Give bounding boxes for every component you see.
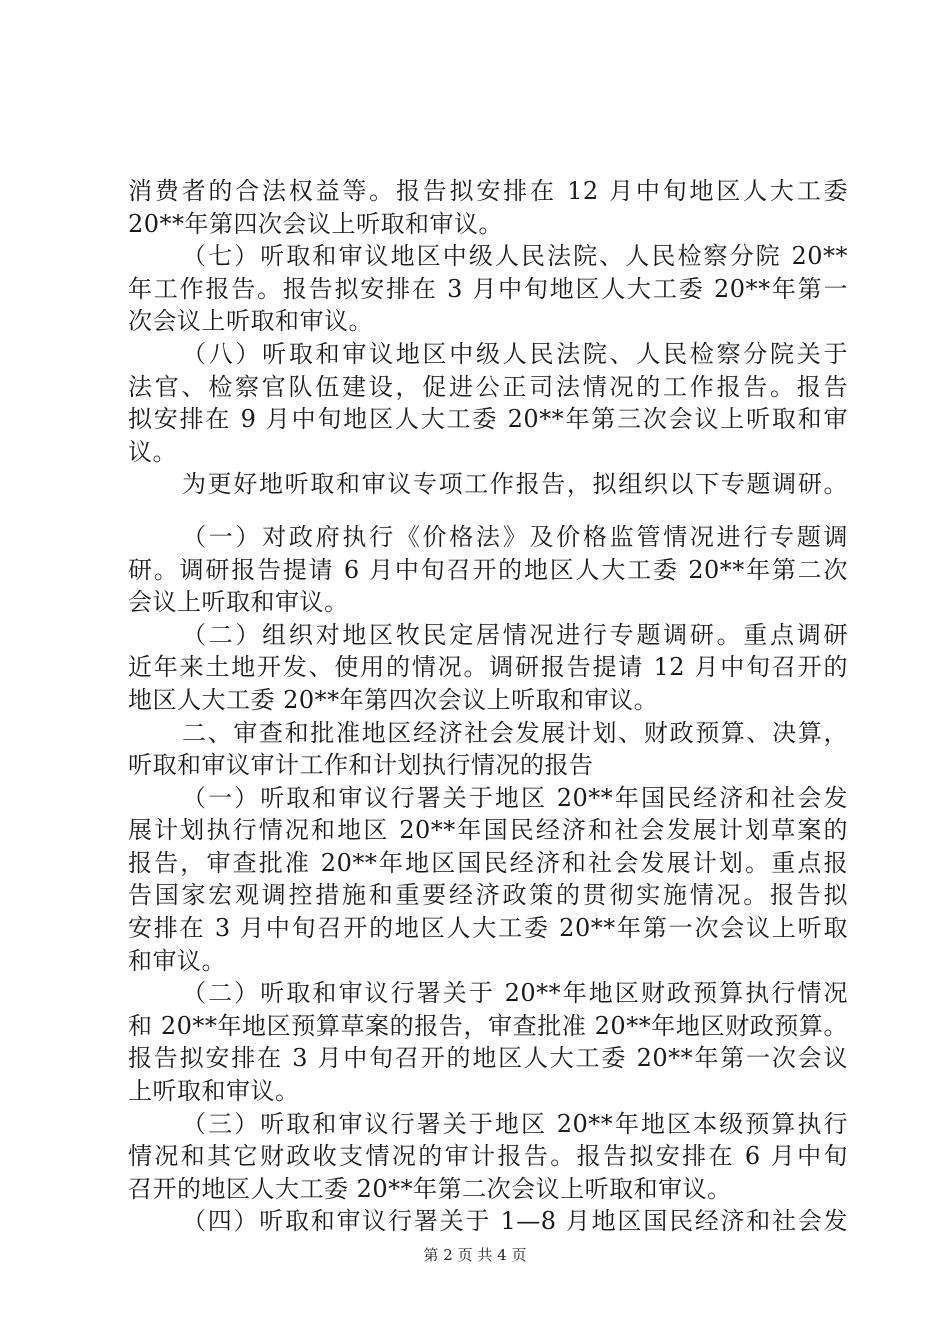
text-line: （八）听取和审议地区中级人民法院、人民检察分院关于	[182, 339, 848, 368]
text-line: 告国家宏观调控措施和重要经济政策的贯彻实施情况。报告拟	[128, 881, 848, 910]
paragraph-gap	[128, 501, 848, 521]
text-line: 安排在 3 月中旬召开的地区人大工委 20**年第一次会议上听取	[128, 914, 848, 943]
text-line: 报告，审查批准 20**年地区国民经济和社会发展计划。重点报	[128, 848, 848, 877]
document-body	[128, 175, 848, 1238]
text-line: 情况和其它财政收支情况的审计报告。报告拟安排在 6 月中旬	[128, 1142, 848, 1171]
text-line: （三）听取和审议行署关于地区 20**年地区本级预算执行	[182, 1109, 848, 1138]
text-line: 召开的地区人大工委 20**年第二次会议上听取和审议。	[128, 1174, 732, 1203]
text-line: 拟安排在 9 月中旬地区人大工委 20**年第三次会议上听取和审	[128, 405, 848, 434]
text-line: 听取和审议审计工作和计划执行情况的报告	[128, 751, 594, 780]
text-line: （二）组织对地区牧民定居情况进行专题调研。重点调研	[182, 620, 848, 649]
text-line: 和 20**年地区预算草案的报告，审查批准 20**年地区财政预算。	[128, 1011, 848, 1040]
text-line: 和审议。	[128, 946, 226, 975]
text-line: 20**年第四次会议上听取和审议。	[128, 209, 504, 238]
text-line: 年工作报告。报告拟安排在 3 月中旬地区人大工委 20**年第一	[128, 274, 848, 303]
text-line: （七）听取和审议地区中级人民法院、人民检察分院 20**	[182, 242, 848, 271]
text-line: 会议上听取和审议。	[128, 588, 349, 617]
text-line: 地区人大工委 20**年第四次会议上听取和审议。	[128, 685, 659, 714]
text-line: （二）听取和审议行署关于 20**年地区财政预算执行情况	[182, 979, 848, 1008]
text-line: 议。	[128, 437, 177, 466]
text-line: 二、审查和批准地区经济社会发展计划、财政预算、决算，	[182, 718, 848, 747]
text-line: 展计划执行情况和地区 20**年国民经济和社会发展计划草案的	[128, 816, 848, 845]
text-line: （一）对政府执行《价格法》及价格监管情况进行专题调	[182, 522, 848, 551]
text-line: 近年来土地开发、使用的情况。调研报告提请 12 月中旬召开的	[128, 653, 848, 682]
text-line: （四）听取和审议行署关于 1—8 月地区国民经济和社会发	[182, 1207, 848, 1236]
text-line: 研。调研报告提请 6 月中旬召开的地区人大工委 20**年第二次	[128, 555, 848, 584]
text-line: 消费者的合法权益等。报告拟安排在 12 月中旬地区人大工委	[128, 177, 848, 205]
text-line: （一）听取和审议行署关于地区 20**年国民经济和社会发	[182, 783, 848, 812]
text-line: 上听取和审议。	[128, 1077, 300, 1106]
text-line: 次会议上听取和审议。	[128, 307, 373, 336]
text-line: 报告拟安排在 3 月中旬召开的地区人大工委 20**年第一次会议	[128, 1044, 848, 1073]
page-footer: 第 2 页 共 4 页	[423, 1246, 527, 1264]
text-line: 法官、检察官队伍建设，促进公正司法情况的工作报告。报告	[128, 372, 848, 401]
text-line: 为更好地听取和审议专项工作报告，拟组织以下专题调研。	[182, 470, 848, 499]
